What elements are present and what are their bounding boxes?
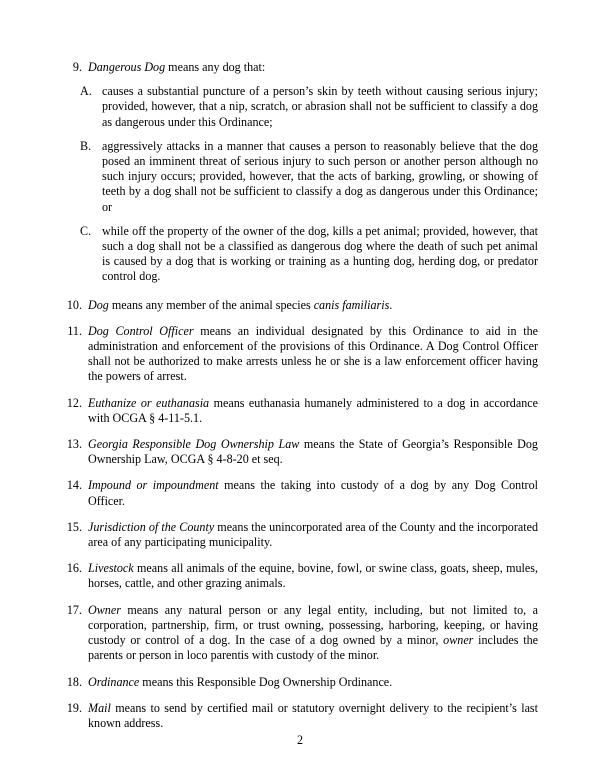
- sub-list-item-text: aggressively attacks in a manner that causes a person to reasonably believe that the dog posed an imminent threat of serious injury to such person or another person although no such injury occurs; provided, however, that the acts of barking, growling, or showing of teeth by a dog shall not be sufficient to classify a dog as dangerous under this Ordinance; or: [102, 138, 538, 214]
- list-item-number: 12.: [66, 395, 82, 410]
- sub-list-item-letter: B.: [80, 138, 92, 153]
- list-item-number: 9.: [72, 60, 82, 74]
- definition-text: means this Responsible Dog Ownership Ordinance.: [139, 674, 393, 689]
- list-item-number: 11.: [67, 323, 82, 338]
- list-item-text: [88, 298, 538, 313]
- definition-text: means any member of the animal species: [108, 297, 314, 312]
- sub-list-item-letter: A.: [80, 84, 92, 99]
- list-item-text: [88, 478, 538, 508]
- sub-list-item: [62, 139, 538, 215]
- list-item-number: 15.: [66, 519, 82, 534]
- list-item-number: 19.: [66, 700, 82, 715]
- defined-term: Impound or impoundment: [88, 478, 219, 493]
- list-item-text: [88, 603, 538, 664]
- defined-term: Mail: [88, 700, 111, 715]
- definition-text: means any natural person or any legal entity, including, but not limited to, a corporation, partnership, firm, or trust owning, possessing, harboring, keeping, or having custody or control of a dog. In the case of a dog owned by a minor,: [88, 602, 538, 648]
- defined-term: Euthanize or euthanasia: [88, 395, 210, 410]
- definition-text: means to send by certified mail or statutory overnight delivery to the recipient’s last known address.: [88, 700, 538, 730]
- sub-list-item-text: while off the property of the owner of the dog, kills a pet animal; provided, however, that such a dog shall not be a classified as dangerous dog where the death of such pet animal is caused by a dog that is working or training as a hunting dog, herding dog, or predator control dog.: [102, 223, 538, 284]
- list-item-number: 13.: [66, 437, 82, 452]
- list-item-text: [88, 561, 538, 591]
- definition-text: means an individual designated by this Ordinance to aid in the administration and enforcement of the provisions of this Ordinance. A Dog Control Officer shall not be authorized to make arrests unless he or she is a law enforcement officer having the powers of arrest.: [88, 323, 538, 384]
- list-item-number: 17.: [66, 602, 82, 617]
- definition-text: means the taking into custody of a dog by any Dog Control Officer.: [88, 478, 538, 508]
- definition-italic-tail: owner: [443, 633, 474, 648]
- list-item: [62, 561, 538, 591]
- document-body: [62, 60, 538, 731]
- list-item: [62, 298, 538, 313]
- list-item-text: [88, 60, 538, 75]
- list-item-text: [88, 701, 538, 731]
- list-item: [62, 603, 538, 664]
- list-item-text: [88, 324, 538, 385]
- defined-term: Ordinance: [88, 674, 140, 689]
- list-item-text: [88, 675, 538, 690]
- list-item-number: 16.: [66, 561, 82, 576]
- defined-term: Dangerous Dog: [88, 60, 166, 74]
- list-item: [62, 437, 538, 467]
- list-item-number: 10.: [66, 297, 82, 312]
- definition-italic-tail: canis familiaris: [313, 297, 390, 312]
- sub-list-item-letter: C.: [80, 223, 92, 238]
- definition-text: means euthanasia humanely administered to a dog in accordance with OCGA § 4-11-5.1.: [88, 395, 538, 425]
- definition-tail: .: [389, 297, 393, 312]
- defined-term: Dog Control Officer: [88, 323, 194, 338]
- defined-term: Owner: [88, 602, 121, 617]
- sub-list-item: [62, 224, 538, 285]
- list-item: [62, 324, 538, 385]
- list-item: [62, 396, 538, 426]
- defined-term: Dog: [88, 297, 109, 312]
- page-number: 2: [296, 733, 304, 747]
- definition-text: means the unincorporated area of the County and the incorporated area of any participating municipality.: [88, 519, 538, 550]
- defined-term: Livestock: [88, 561, 134, 576]
- list-item-text: [88, 520, 538, 550]
- defined-term: Georgia Responsible Dog Ownership Law: [88, 437, 300, 452]
- definition-tail: includes the parents or person in loco parentis with custody of the minor.: [88, 633, 538, 663]
- list-item-number: 14.: [66, 478, 82, 493]
- sub-list-item: [62, 84, 538, 130]
- list-item-text: [88, 396, 538, 426]
- list-item: [62, 478, 538, 508]
- definition-text: means all animals of the equine, bovine, fowl, or swine class, goats, sheep, mules, horses, cattle, and other grazing animals.: [88, 561, 538, 591]
- list-item: [62, 701, 538, 731]
- sub-list-item-text: causes a substantial puncture of a person’s skin by teeth without causing serious injury; provided, however, that a nip, scratch, or abrasion shall not be sufficient to classify a dog as dangerous under this Ordinance;: [102, 84, 538, 129]
- list-item: [62, 675, 538, 690]
- list-item: [62, 520, 538, 550]
- definition-text: means the State of Georgia’s Responsible Dog Ownership Law, OCGA § 4-8-20 et seq.: [88, 437, 538, 467]
- defined-term: Jurisdiction of the County: [88, 519, 215, 534]
- list-item-number: 18.: [66, 674, 82, 689]
- list-item: [62, 60, 538, 75]
- list-item-text: [88, 437, 538, 467]
- definition-text: means any dog that:: [165, 60, 266, 74]
- sub-list: [62, 84, 538, 284]
